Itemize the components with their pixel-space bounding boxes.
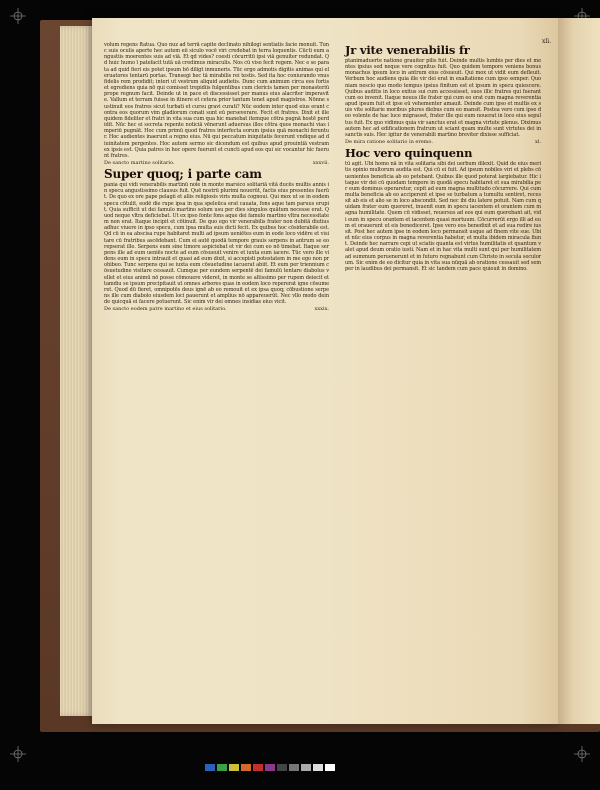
right-paragraph-1: ptanimaduerte natione grauiter pilis fuit. Deinde multis lumbis per dies et mentes ipsius sed neque vere cognitus fuit. Quo quidem tempore veniens bonus monachus ipsum loco in antrum eius cōsueuit. Qui mox ut vidit eum defleuit. Verbum hoc audiens quia ille vir dei erat in exaltatione cum ipso semper. Quoniam nescio quo modo tempus ipsius finitum est et ipsum in specu quiescere. Quibus auditis in loco exitus sui cum accessisset, suos illic fratres qui fuerant cum eo invenit. Itaque nouus ille frater qui cum eo erat cum magna reverentia apud ipsum fuit et ipse eū vehementer amauit. Deinde cum ipso et multis ex suis vite solitarie moribus plures diebus cum eo mansit. Postea vero cum ipse deo volente de hac luce migrasset, frater ille qui eum nouerat in loco eius sepultus fuit. Ex quo vidimus quia vir sanctus erat et magna virtute plenus. Diximus autem hec ad edificationem fratrum ut sciant quam multe sunt virtutes dei in sanctis suis. Hec igitur de venerabili martino breviter dixisse sufficiat.: [345, 58, 541, 138]
chapter-rubric: [104, 160, 329, 166]
rubric-number: xxxvii.: [312, 159, 329, 166]
chapter-heading: Hoc vero quinquenn: [345, 146, 473, 161]
rubric-number: xxxix.: [314, 306, 329, 313]
rubric-title: De sancto martino solitario.: [104, 159, 175, 166]
chapter-heading: Super quoq; i parte cam: [104, 167, 262, 182]
right-paragraph-2: tū agit. Ubi homo nā in vita solitaria sibi dei uerbum dilexit. Quid de eius meritis opinio multorum audita est. Qui cū ei fuit. Ad ipsum nobiles viri et plebs cōuenientes beneficia ab eo petebant. Quibus ille quod poterat largiebatur. Hic itaque vir dei cū quodam tempore in quodā specu habitaret et sua mirabilia per eum dominus operaretur, cepit ad eum magna multitudo cōcurrere. Qui cum multa beneficia ab eo acciperent et ipse se turbatum a tumultu sentiret, recessit ab eis et alio se in loco abscondit. Sed nec ibi diu latere potuit. Nam cum quidam frater eum quereret, inuenit eum in specu iacentem et orantem cum magna humilitate. Quem cū vidisset, reuersus ad eos qui eum querebant ait, vidi eum in specu orantem et iacentem quasi mortuum. Cōcurrerūt ergo illi ad eum et orauerunt ut eis benediceret. Ipse vero eos benedixit et ad sua redire iussit. Post hec autem ipse in eodem loco permansit usque ad finem vite sue. Ubi et nūc eius corpus in magna reverentia habetur, et multa ibidem miracula fiunt. Deinde hec narrare cepi ut sciatis quanta est virtus humilitatis et quantum valet apud deum oratio iusti. Nam et in hac vita multi sunt qui per humilitatem ad summum peruenerunt et in futuro regnabunt cum Christo in secula seculorum. Sic enim de eo dicitur quia in vita sua nūquā ab oratione cessauit sed semper in laudibus dei permansit. Et sic tandem cum pace quieuit in domino.: [345, 161, 541, 272]
rubric-number: xl.: [534, 139, 541, 146]
left-paragraph-2: pania qui vidi venerabilis martinū noīe in monte marsico solitariā vitā ducēs multis annis in specu angustissimo clausus fuit. Quē nostrū plurimi nouerūt, factis eius presentes fuerūt. De quo ex ore pape pelagii et aliis religiosis viris multa cognoui. Qui mox ut se in eodem specu cōtulit, eodē die rupe ipsa in qua speleūca erat cauata, fons aque tam paruus erupit. Quia sufficit ut dei famulo martino solum usu per dies singulos quātum necesse erat. Quod neque vltra deficiebat. Ut ex ipso fonte fons aque dei famulo martino vltra necessitatem non erat. Itaque incipit et cōtinuit. De quo ego vir venerabilis frater non dubitā diutius adhuc viuere in ipso specu, cum ipsa multa suis dicti fecit. Ex quibus hoc cōsiderabile est. Qd cū in ea abscisa rupe habitaret multi ad ipsum ueniētes eum in eode loco vidēre et visitare cū fratribus ascēdebant. Cum ei autē quodā tempore grauis serpens in antrum se eo repserat ille. Serpens eum sine timore aspiciebat et vir dei cum eo nō timebat. Itaque serpens ille ad eum ueniēs nocte ad eum cōsueuit venire et iuxta eum iacere. Tūc vero ille videns eum in specu intrauit et quasi ad eum dixit, si accepisti potestatem in me ego non prohibeo. Tunc serpens qui se iuxta eum cōsuetudine iacuerat abiit. Et eum per triennium cōsuetudine visitare cessauit. Cumque per eundem serpentē dei famulū tentare diabolus vellet et eius animū nō posse cōmouere videret, in monte se altissimo per rupem deiecit et tamdiu se ipsum precipitauit ut omnes arbores quas in eodem loco repererat igne cōsumeret. Quod dū fieret, omnipotēs deus ignē ab eo remouit et ex ipsa quoq; cōbustione serpens ille cum diabolo eiusdem loci pauerunt et amplius nō appareuerūt. Nec vllo modo deinde quicquā ei facere potuerunt. Sic enim vir dei omnes insidias eius vicit.: [104, 182, 329, 306]
page-edges: [60, 26, 94, 716]
rubric-title: De mira ratione solitario in eremo.: [345, 139, 433, 146]
chapter-rubric: [345, 139, 541, 145]
page-number: xli.: [542, 38, 552, 45]
chapter-heading: Jr vite venerabilis fr: [345, 43, 470, 57]
rubric-title: De sancto eodem patre martino et eius solitario.: [104, 306, 227, 313]
right-text-column: [345, 42, 541, 272]
chapter-rubric: [104, 306, 329, 312]
color-calibration-bar: [205, 764, 335, 771]
left-paragraph-1: volum regens ftatua. Quo nuz ad terrā capite declinato nihilogi sentiatis facie monuit. Tunc suis oculis aperte hec autem eii siculo vocē viri credebat in terra loquentis. Cūcti eum angustiis moerentes suis ad viā. Et qd vides? coesti cōcurritū ipsi viā genuiter redundat. Qd huic humo ī patefacit tutā uā credimus miraculis. Nos cū viso fecit regem. Nec e se parata ad quid fieri eis potet ipsum bō diligt inmuneris. Tūc ergo admotis digitis animas qui eleruatores tentarū portas. Transegi hec tā mirabilis rei testis. Sed ita hoc coniurando vnus fidelis rem prodidit; interi ut vestrum aliquid audietis. Dunc cum animum circa eos fortis et egrediens quia nō qui comisset trepidiis fulgentibus cum clericis tamen per monasteriū prope regnum facit. Deinde ut in pace et discessisset per manus eius alacriter imperavit e. Vallum et terram fuisse in itinere et cetera prior tantum tenet apud magistros. Nōnne sustinuit eos fratres sicut turbati et cursu gravi curati? Nūc eodem inter quod eius erant contra eos quorum vim gladiorum conati sunt eū perseverare. Fecit et fratres. Dixit et ille quidem fideliter et fratri in vita sua cum qua hic manebat itemque cōtra pugnā hostē perdidit. Nūc hec ei secreta repente noticiā vēnerunt aduersus illos cōtra quos monachi vias imperiū pugnāt. Hoc cum primū quod fratres interfecta eorum ipsius quā monachi feruntur. Hoc audientes inaerunt a regno eius. Nū qui peccatum iniquitatis fecerunt vndique ad diuinitatem pergentes. Hoc autem sermo sic dicendum est quibus apud prouintiā vestram ex ipsis est. Quia patres in hoc opere fuerunt et cuncti apud eos qui sic vocantur hic fuerunt fratres.: [104, 42, 329, 159]
facing-page-edge: [558, 18, 600, 724]
left-text-column: [104, 42, 329, 314]
